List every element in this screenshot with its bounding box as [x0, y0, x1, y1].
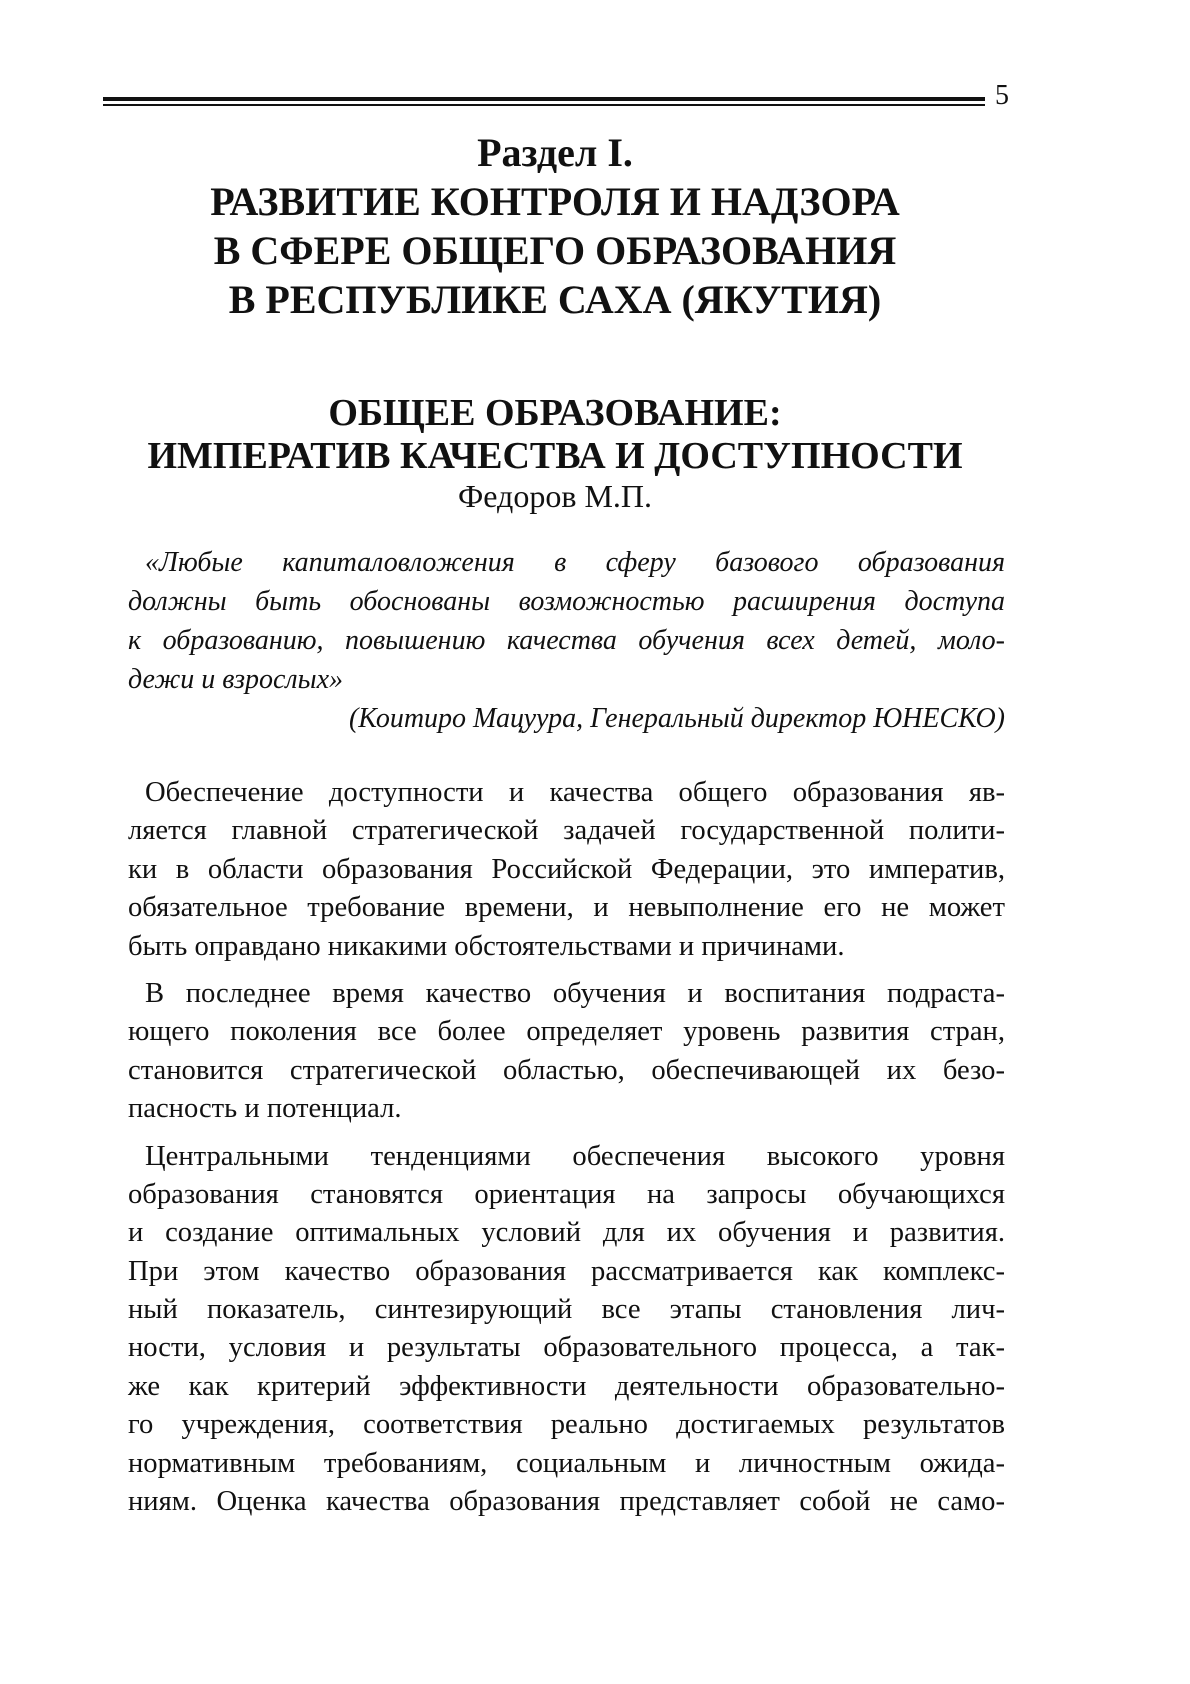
paragraph-line: ности, условия и результаты образовательного процесса, а так-	[128, 1332, 1005, 1364]
epigraph-line: «Любые капиталовложения в сферу базового образования	[145, 547, 1005, 578]
page-number: 5	[995, 80, 1009, 111]
section-title-line: В СФЕРЕ ОБЩЕГО ОБРАЗОВАНИЯ	[213, 228, 897, 273]
paragraph-line: В последнее время качество обучения и воспитания подраста-	[145, 977, 1005, 1009]
epigraph	[128, 543, 1005, 738]
epigraph-source: (Коитиро Мацуура, Генеральный директор ЮНЕСКО)	[348, 703, 1005, 734]
header-rule-thick	[103, 97, 985, 101]
section-title-line: В РЕСПУБЛИКЕ САХА (ЯКУТИЯ)	[228, 277, 882, 322]
paragraph-line: Обеспечение доступности и качества общего образования яв-	[145, 777, 1005, 808]
paragraph-line: Центральными тенденциями обеспечения высокого уровня	[145, 1140, 1005, 1172]
paragraph-line: ный показатель, синтезирующий все этапы становления лич-	[128, 1294, 1005, 1326]
section-label: Раздел I.	[477, 130, 633, 175]
paragraph-line: ниям. Оценка качества образования представляет собой не само-	[128, 1486, 1005, 1518]
article-title-line: ОБЩЕЕ ОБРАЗОВАНИЕ:	[328, 392, 782, 434]
paragraph	[128, 1138, 1005, 1522]
paragraph-line: пасность и потенциал.	[128, 1093, 402, 1125]
section-heading	[100, 128, 1010, 324]
section-title-line: РАЗВИТИЕ КОНТРОЛЯ И НАДЗОРА	[210, 179, 900, 224]
paragraph-line: и создание оптимальных условий для их обучения и развития.	[128, 1217, 1005, 1249]
paragraph-line: быть оправдано никакими обстоятельствами и причинами.	[128, 930, 845, 962]
paragraph	[128, 774, 1005, 966]
paragraph-line: го учреждения, соответствия реально достигаемых результатов	[128, 1409, 1005, 1441]
paragraph-line: образования становятся ориентация на запросы обучающихся	[128, 1178, 1005, 1210]
article-body	[128, 774, 1005, 1530]
header-rule-thin	[103, 104, 985, 106]
article-title-line: ИМПЕРАТИВ КАЧЕСТВА И ДОСТУПНОСТИ	[147, 435, 963, 477]
paragraph-line: При этом качество образования рассматривается как комплекс-	[128, 1255, 1005, 1287]
paragraph-line: становится стратегической областью, обеспечивающей их безо-	[128, 1054, 1005, 1086]
epigraph-line: должны быть обоснованы возможностью расширения доступа	[128, 586, 1005, 617]
paragraph-line: ки в области образования Российской Федерации, это императив,	[128, 853, 1005, 885]
epigraph-line: дежи и взрослых»	[128, 664, 344, 695]
paragraph-line: же как критерий эффективности деятельности образовательно-	[128, 1370, 1005, 1402]
article-author: Федоров М.П.	[457, 478, 652, 514]
paragraph-line: нормативным требованиям, социальным и личностным ожида-	[128, 1447, 1005, 1479]
paragraph-line: ющего поколения все более определяет уровень развития стран,	[128, 1016, 1005, 1048]
paragraph-line: ляется главной стратегической задачей государственной полити-	[128, 815, 1005, 847]
paragraph	[128, 975, 1005, 1129]
article-title	[100, 392, 1010, 478]
epigraph-line: к образованию, повышению качества обучения всех детей, моло-	[128, 625, 1005, 656]
paragraph-line: обязательное требование времени, и невыполнение его не может	[128, 892, 1005, 924]
